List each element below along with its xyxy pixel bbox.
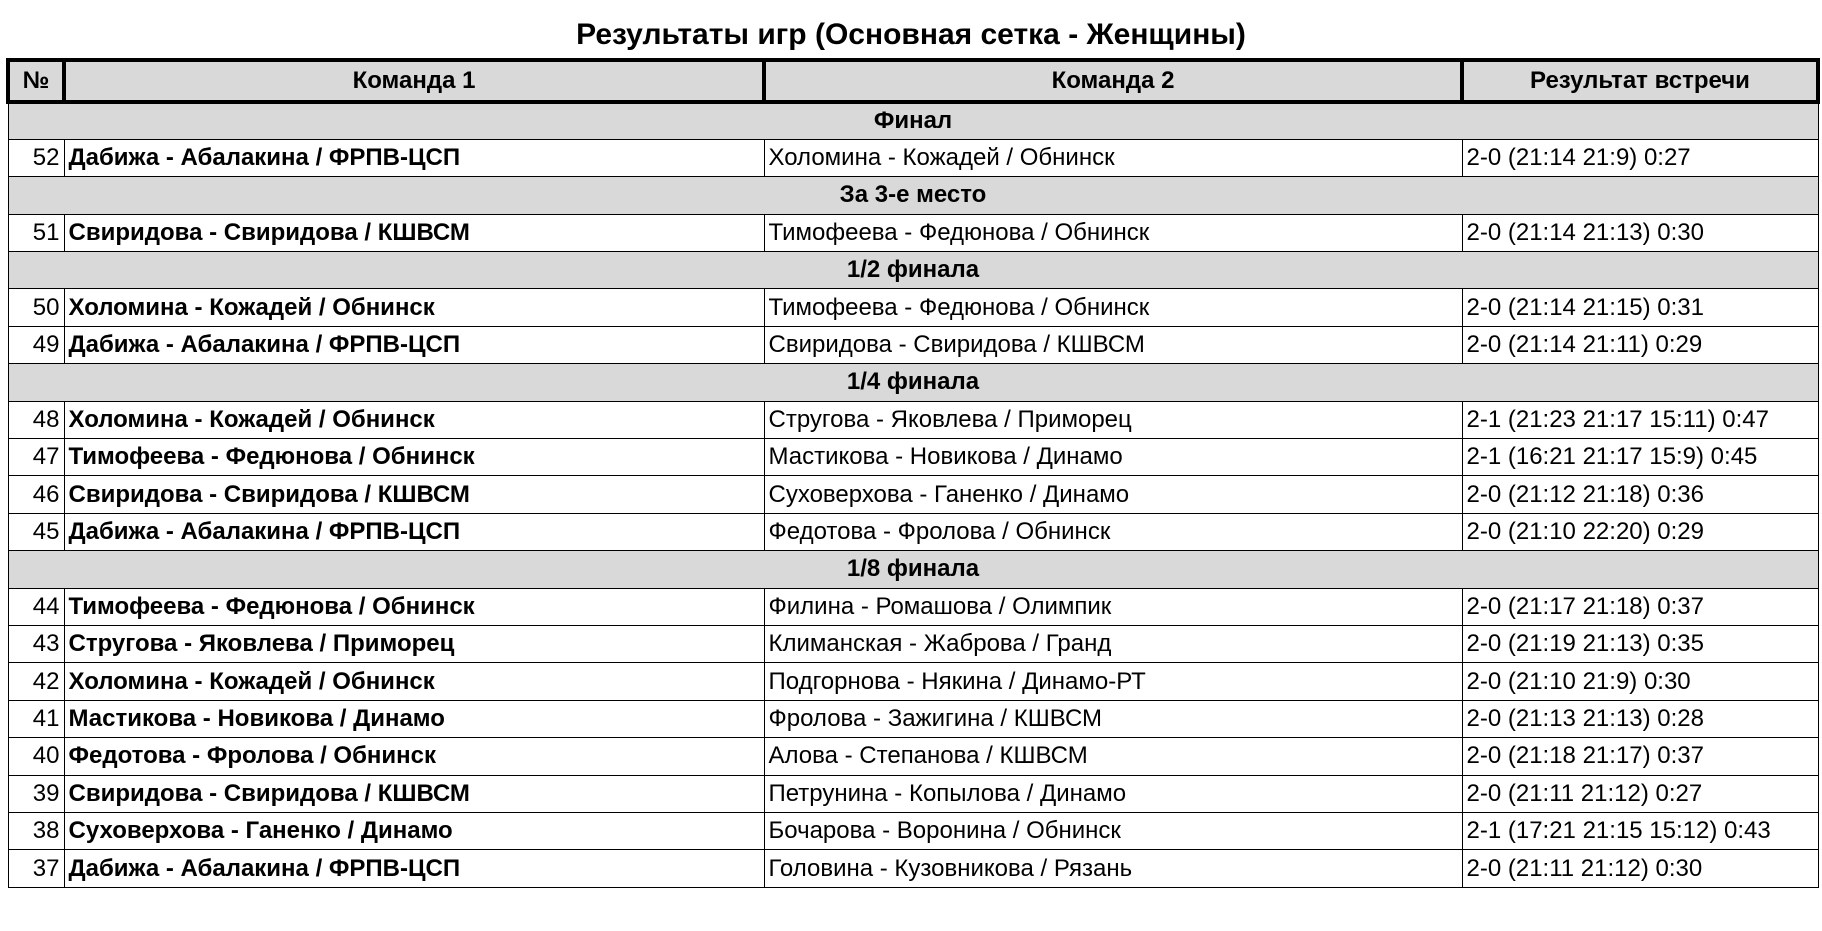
match-number: 41 <box>8 700 64 737</box>
header-row <box>8 60 1818 102</box>
team-2-cell: Петрунина - Копылова / Динамо <box>764 775 1462 812</box>
table-row <box>8 214 1818 251</box>
result-cell: 2-1 (21:23 21:17 15:11) 0:47 <box>1462 401 1818 438</box>
match-number: 47 <box>8 439 64 476</box>
team-1-cell: Свиридова - Свиридова / КШВСМ <box>64 214 764 251</box>
team-1-cell: Холомина - Кожадей / Обнинск <box>64 401 764 438</box>
team-2-cell: Головина - Кузовникова / Рязань <box>764 850 1462 887</box>
result-cell: 2-0 (21:19 21:13) 0:35 <box>1462 625 1818 662</box>
section-row <box>8 177 1818 214</box>
match-number: 51 <box>8 214 64 251</box>
result-cell: 2-0 (21:14 21:11) 0:29 <box>1462 326 1818 363</box>
result-cell: 2-1 (17:21 21:15 15:12) 0:43 <box>1462 812 1818 849</box>
section-title: За 3-е место <box>8 177 1818 214</box>
match-number: 38 <box>8 812 64 849</box>
team-2-cell: Суховерхова - Ганенко / Динамо <box>764 476 1462 513</box>
match-number: 44 <box>8 588 64 625</box>
result-cell: 2-0 (21:11 21:12) 0:27 <box>1462 775 1818 812</box>
section-title: Финал <box>8 102 1818 139</box>
match-number: 37 <box>8 850 64 887</box>
table-row <box>8 289 1818 326</box>
table-row <box>8 401 1818 438</box>
section-title: 1/4 финала <box>8 364 1818 401</box>
team-1-cell: Тимофеева - Федюнова / Обнинск <box>64 439 764 476</box>
team-2-cell: Климанская - Жаброва / Гранд <box>764 625 1462 662</box>
team-1-cell: Холомина - Кожадей / Обнинск <box>64 289 764 326</box>
team-1-cell: Холомина - Кожадей / Обнинск <box>64 663 764 700</box>
result-cell: 2-0 (21:12 21:18) 0:36 <box>1462 476 1818 513</box>
section-title: 1/8 финала <box>8 551 1818 588</box>
team-1-cell: Мастикова - Новикова / Динамо <box>64 700 764 737</box>
team-2-cell: Бочарова - Воронина / Обнинск <box>764 812 1462 849</box>
result-cell: 2-0 (21:14 21:9) 0:27 <box>1462 139 1818 176</box>
match-number: 39 <box>8 775 64 812</box>
team-1-cell: Суховерхова - Ганенко / Динамо <box>64 812 764 849</box>
result-cell: 2-0 (21:18 21:17) 0:37 <box>1462 738 1818 775</box>
section-row <box>8 364 1818 401</box>
team-1-cell: Дабижа - Абалакина / ФРПВ-ЦСП <box>64 326 764 363</box>
section-row <box>8 551 1818 588</box>
table-row <box>8 439 1818 476</box>
table-row <box>8 663 1818 700</box>
match-number: 40 <box>8 738 64 775</box>
team-1-cell: Свиридова - Свиридова / КШВСМ <box>64 476 764 513</box>
match-number: 52 <box>8 139 64 176</box>
team-1-cell: Дабижа - Абалакина / ФРПВ-ЦСП <box>64 139 764 176</box>
team-1-cell: Дабижа - Абалакина / ФРПВ-ЦСП <box>64 850 764 887</box>
team-2-cell: Мастикова - Новикова / Динамо <box>764 439 1462 476</box>
match-number: 43 <box>8 625 64 662</box>
results-body <box>8 102 1818 887</box>
result-cell: 2-0 (21:17 21:18) 0:37 <box>1462 588 1818 625</box>
team-1-cell: Федотова - Фролова / Обнинск <box>64 738 764 775</box>
team-1-cell: Тимофеева - Федюнова / Обнинск <box>64 588 764 625</box>
table-row <box>8 326 1818 363</box>
team-2-cell: Холомина - Кожадей / Обнинск <box>764 139 1462 176</box>
match-number: 48 <box>8 401 64 438</box>
table-row <box>8 476 1818 513</box>
team-2-cell: Филина - Ромашова / Олимпик <box>764 588 1462 625</box>
match-number: 45 <box>8 513 64 550</box>
table-row <box>8 588 1818 625</box>
team-2-cell: Тимофеева - Федюнова / Обнинск <box>764 289 1462 326</box>
results-table <box>6 58 1820 888</box>
result-cell: 2-0 (21:10 21:9) 0:30 <box>1462 663 1818 700</box>
table-row <box>8 513 1818 550</box>
table-row <box>8 850 1818 887</box>
table-row <box>8 738 1818 775</box>
match-number: 42 <box>8 663 64 700</box>
result-cell: 2-1 (16:21 21:17 15:9) 0:45 <box>1462 439 1818 476</box>
header-result: Результат встречи <box>1462 60 1818 102</box>
section-title: 1/2 финала <box>8 252 1818 289</box>
match-number: 50 <box>8 289 64 326</box>
match-number: 46 <box>8 476 64 513</box>
team-1-cell: Дабижа - Абалакина / ФРПВ-ЦСП <box>64 513 764 550</box>
team-1-cell: Стругова - Яковлева / Приморец <box>64 625 764 662</box>
section-row <box>8 252 1818 289</box>
team-2-cell: Подгорнова - Някина / Динамо-РТ <box>764 663 1462 700</box>
table-row <box>8 812 1818 849</box>
table-row <box>8 139 1818 176</box>
team-2-cell: Фролова - Зажигина / КШВСМ <box>764 700 1462 737</box>
team-2-cell: Федотова - Фролова / Обнинск <box>764 513 1462 550</box>
page-title: Результаты игр (Основная сетка - Женщины) <box>576 18 1246 51</box>
section-row <box>8 102 1818 139</box>
match-number: 49 <box>8 326 64 363</box>
team-2-cell: Алова - Степанова / КШВСМ <box>764 738 1462 775</box>
team-2-cell: Свиридова - Свиридова / КШВСМ <box>764 326 1462 363</box>
team-2-cell: Стругова - Яковлева / Приморец <box>764 401 1462 438</box>
header-team-1: Команда 1 <box>64 60 764 102</box>
table-row <box>8 775 1818 812</box>
table-row <box>8 700 1818 737</box>
result-cell: 2-0 (21:11 21:12) 0:30 <box>1462 850 1818 887</box>
result-cell: 2-0 (21:14 21:15) 0:31 <box>1462 289 1818 326</box>
team-1-cell: Свиридова - Свиридова / КШВСМ <box>64 775 764 812</box>
result-cell: 2-0 (21:10 22:20) 0:29 <box>1462 513 1818 550</box>
result-cell: 2-0 (21:14 21:13) 0:30 <box>1462 214 1818 251</box>
table-row <box>8 625 1818 662</box>
team-2-cell: Тимофеева - Федюнова / Обнинск <box>764 214 1462 251</box>
header-number: № <box>8 60 64 102</box>
header-team-2: Команда 2 <box>764 60 1462 102</box>
result-cell: 2-0 (21:13 21:13) 0:28 <box>1462 700 1818 737</box>
